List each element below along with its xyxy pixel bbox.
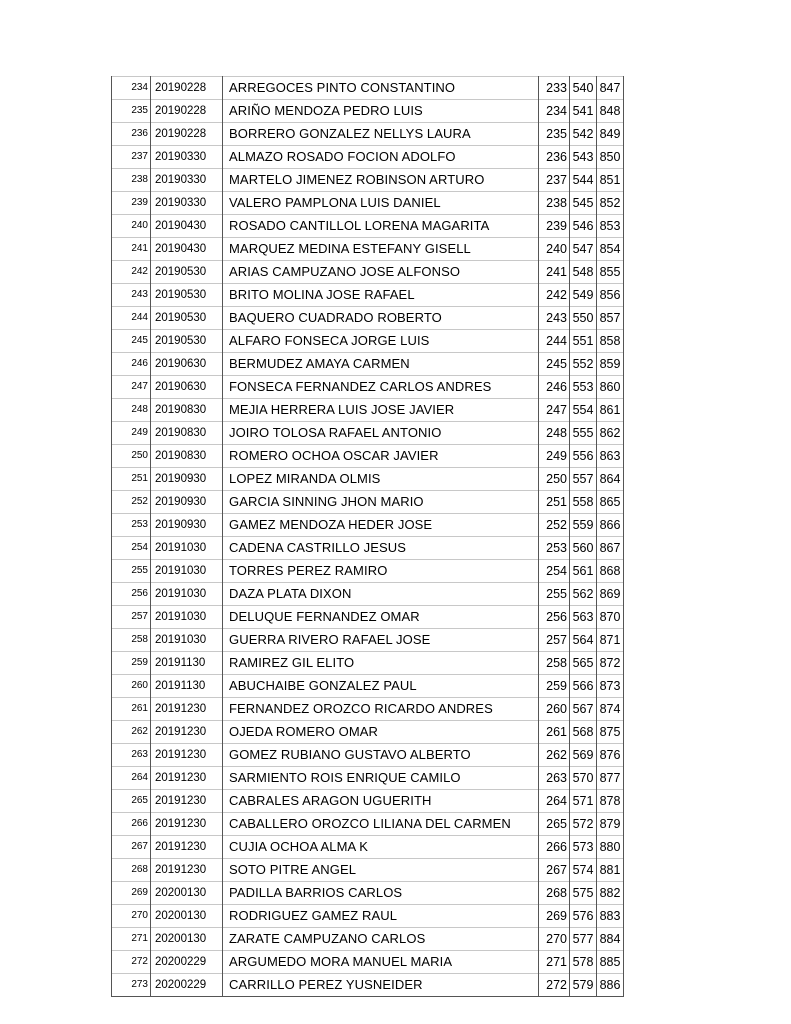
date-cell: 20191030: [151, 537, 223, 560]
name-cell: CARRILLO PEREZ YUSNEIDER: [223, 974, 539, 997]
row-index-cell: 236: [112, 123, 151, 146]
number-3-cell: 847: [597, 77, 624, 100]
number-1-cell: 242: [539, 284, 570, 307]
number-1-cell: 241: [539, 261, 570, 284]
name-cell: CUJIA OCHOA ALMA K: [223, 836, 539, 859]
name-cell: SOTO PITRE ANGEL: [223, 859, 539, 882]
table-row: [112, 606, 624, 629]
row-index-cell: 250: [112, 445, 151, 468]
row-index-cell: 239: [112, 192, 151, 215]
number-3-cell: 873: [597, 675, 624, 698]
table-row: [112, 652, 624, 675]
number-2-cell: 568: [570, 721, 597, 744]
table-row: [112, 767, 624, 790]
date-cell: 20190330: [151, 169, 223, 192]
date-cell: 20191230: [151, 721, 223, 744]
date-cell: 20200130: [151, 928, 223, 951]
row-index-cell: 257: [112, 606, 151, 629]
table-row: [112, 399, 624, 422]
row-index-cell: 263: [112, 744, 151, 767]
name-cell: BORRERO GONZALEZ NELLYS LAURA: [223, 123, 539, 146]
row-index-cell: 254: [112, 537, 151, 560]
number-1-cell: 264: [539, 790, 570, 813]
row-index-cell: 261: [112, 698, 151, 721]
date-cell: 20190430: [151, 238, 223, 261]
date-cell: 20190530: [151, 261, 223, 284]
number-3-cell: 869: [597, 583, 624, 606]
row-index-cell: 271: [112, 928, 151, 951]
table-row: [112, 560, 624, 583]
number-2-cell: 544: [570, 169, 597, 192]
table-row: [112, 698, 624, 721]
name-cell: GOMEZ RUBIANO GUSTAVO ALBERTO: [223, 744, 539, 767]
number-2-cell: 577: [570, 928, 597, 951]
number-2-cell: 566: [570, 675, 597, 698]
number-3-cell: 876: [597, 744, 624, 767]
row-index-cell: 264: [112, 767, 151, 790]
name-cell: DELUQUE FERNANDEZ OMAR: [223, 606, 539, 629]
number-3-cell: 851: [597, 169, 624, 192]
date-cell: 20191030: [151, 560, 223, 583]
number-2-cell: 575: [570, 882, 597, 905]
table-row: [112, 169, 624, 192]
name-cell: RODRIGUEZ GAMEZ RAUL: [223, 905, 539, 928]
number-2-cell: 557: [570, 468, 597, 491]
name-cell: PADILLA BARRIOS CARLOS: [223, 882, 539, 905]
number-2-cell: 562: [570, 583, 597, 606]
number-2-cell: 579: [570, 974, 597, 997]
row-index-cell: 235: [112, 100, 151, 123]
date-cell: 20200130: [151, 882, 223, 905]
name-cell: ABUCHAIBE GONZALEZ PAUL: [223, 675, 539, 698]
number-3-cell: 868: [597, 560, 624, 583]
number-2-cell: 552: [570, 353, 597, 376]
date-cell: 20200130: [151, 905, 223, 928]
number-3-cell: 878: [597, 790, 624, 813]
date-cell: 20191030: [151, 583, 223, 606]
number-2-cell: 565: [570, 652, 597, 675]
date-cell: 20191130: [151, 675, 223, 698]
number-1-cell: 253: [539, 537, 570, 560]
name-cell: MARTELO JIMENEZ ROBINSON ARTURO: [223, 169, 539, 192]
table-row: [112, 744, 624, 767]
date-cell: 20191230: [151, 744, 223, 767]
name-cell: RAMIREZ GIL ELITO: [223, 652, 539, 675]
table-row: [112, 629, 624, 652]
table-row: [112, 790, 624, 813]
number-1-cell: 268: [539, 882, 570, 905]
number-2-cell: 551: [570, 330, 597, 353]
number-2-cell: 550: [570, 307, 597, 330]
number-1-cell: 234: [539, 100, 570, 123]
number-2-cell: 571: [570, 790, 597, 813]
row-index-cell: 268: [112, 859, 151, 882]
number-3-cell: 885: [597, 951, 624, 974]
date-cell: 20190530: [151, 284, 223, 307]
number-1-cell: 244: [539, 330, 570, 353]
name-cell: BERMUDEZ AMAYA CARMEN: [223, 353, 539, 376]
row-index-cell: 259: [112, 652, 151, 675]
number-2-cell: 573: [570, 836, 597, 859]
number-3-cell: 870: [597, 606, 624, 629]
row-index-cell: 272: [112, 951, 151, 974]
row-index-cell: 255: [112, 560, 151, 583]
name-cell: GAMEZ MENDOZA HEDER JOSE: [223, 514, 539, 537]
number-2-cell: 560: [570, 537, 597, 560]
number-1-cell: 270: [539, 928, 570, 951]
number-1-cell: 239: [539, 215, 570, 238]
number-2-cell: 549: [570, 284, 597, 307]
date-cell: 20191030: [151, 606, 223, 629]
name-cell: MARQUEZ MEDINA ESTEFANY GISELL: [223, 238, 539, 261]
number-3-cell: 871: [597, 629, 624, 652]
table-row: [112, 330, 624, 353]
date-cell: 20191230: [151, 698, 223, 721]
number-1-cell: 235: [539, 123, 570, 146]
table-row: [112, 514, 624, 537]
table-row: [112, 928, 624, 951]
table-row: [112, 836, 624, 859]
number-3-cell: 875: [597, 721, 624, 744]
date-cell: 20200229: [151, 974, 223, 997]
name-cell: DAZA PLATA DIXON: [223, 583, 539, 606]
name-cell: JOIRO TOLOSA RAFAEL ANTONIO: [223, 422, 539, 445]
table-row: [112, 468, 624, 491]
row-index-cell: 253: [112, 514, 151, 537]
date-cell: 20190930: [151, 514, 223, 537]
row-index-cell: 252: [112, 491, 151, 514]
number-3-cell: 877: [597, 767, 624, 790]
number-2-cell: 561: [570, 560, 597, 583]
number-3-cell: 859: [597, 353, 624, 376]
number-2-cell: 547: [570, 238, 597, 261]
number-2-cell: 570: [570, 767, 597, 790]
name-cell: TORRES PEREZ RAMIRO: [223, 560, 539, 583]
number-3-cell: 857: [597, 307, 624, 330]
number-2-cell: 545: [570, 192, 597, 215]
date-cell: 20190630: [151, 353, 223, 376]
number-2-cell: 564: [570, 629, 597, 652]
date-cell: 20190430: [151, 215, 223, 238]
table-row: [112, 123, 624, 146]
row-index-cell: 256: [112, 583, 151, 606]
date-cell: 20190228: [151, 77, 223, 100]
number-1-cell: 258: [539, 652, 570, 675]
number-3-cell: 848: [597, 100, 624, 123]
name-cell: ARIAS CAMPUZANO JOSE ALFONSO: [223, 261, 539, 284]
number-3-cell: 884: [597, 928, 624, 951]
row-index-cell: 267: [112, 836, 151, 859]
number-1-cell: 248: [539, 422, 570, 445]
date-cell: 20190930: [151, 468, 223, 491]
number-3-cell: 854: [597, 238, 624, 261]
number-1-cell: 261: [539, 721, 570, 744]
table-row: [112, 951, 624, 974]
number-1-cell: 236: [539, 146, 570, 169]
name-cell: VALERO PAMPLONA LUIS DANIEL: [223, 192, 539, 215]
number-1-cell: 247: [539, 399, 570, 422]
date-cell: 20190530: [151, 330, 223, 353]
number-3-cell: 852: [597, 192, 624, 215]
number-3-cell: 855: [597, 261, 624, 284]
number-3-cell: 860: [597, 376, 624, 399]
name-cell: MEJIA HERRERA LUIS JOSE JAVIER: [223, 399, 539, 422]
number-3-cell: 861: [597, 399, 624, 422]
number-2-cell: 556: [570, 445, 597, 468]
table-row: [112, 537, 624, 560]
name-cell: CABALLERO OROZCO LILIANA DEL CARMEN: [223, 813, 539, 836]
records-table: [111, 76, 624, 997]
number-1-cell: 237: [539, 169, 570, 192]
number-3-cell: 850: [597, 146, 624, 169]
row-index-cell: 245: [112, 330, 151, 353]
number-3-cell: 856: [597, 284, 624, 307]
number-2-cell: 574: [570, 859, 597, 882]
date-cell: 20191230: [151, 790, 223, 813]
number-3-cell: 866: [597, 514, 624, 537]
number-2-cell: 563: [570, 606, 597, 629]
date-cell: 20191130: [151, 652, 223, 675]
number-2-cell: 569: [570, 744, 597, 767]
table-row: [112, 813, 624, 836]
name-cell: GARCIA SINNING JHON MARIO: [223, 491, 539, 514]
name-cell: LOPEZ MIRANDA OLMIS: [223, 468, 539, 491]
table-row: [112, 491, 624, 514]
number-1-cell: 272: [539, 974, 570, 997]
date-cell: 20200229: [151, 951, 223, 974]
number-3-cell: 849: [597, 123, 624, 146]
number-2-cell: 543: [570, 146, 597, 169]
number-3-cell: 865: [597, 491, 624, 514]
number-3-cell: 880: [597, 836, 624, 859]
number-3-cell: 879: [597, 813, 624, 836]
row-index-cell: 241: [112, 238, 151, 261]
row-index-cell: 249: [112, 422, 151, 445]
row-index-cell: 247: [112, 376, 151, 399]
name-cell: ZARATE CAMPUZANO CARLOS: [223, 928, 539, 951]
name-cell: ALMAZO ROSADO FOCION ADOLFO: [223, 146, 539, 169]
number-1-cell: 267: [539, 859, 570, 882]
row-index-cell: 266: [112, 813, 151, 836]
number-1-cell: 259: [539, 675, 570, 698]
table-row: [112, 583, 624, 606]
number-1-cell: 262: [539, 744, 570, 767]
number-2-cell: 558: [570, 491, 597, 514]
table-row: [112, 445, 624, 468]
number-1-cell: 271: [539, 951, 570, 974]
row-index-cell: 248: [112, 399, 151, 422]
name-cell: FONSECA FERNANDEZ CARLOS ANDRES: [223, 376, 539, 399]
table-row: [112, 284, 624, 307]
number-2-cell: 554: [570, 399, 597, 422]
number-3-cell: 858: [597, 330, 624, 353]
number-1-cell: 252: [539, 514, 570, 537]
row-index-cell: 273: [112, 974, 151, 997]
name-cell: ARREGOCES PINTO CONSTANTINO: [223, 77, 539, 100]
table-row: [112, 146, 624, 169]
number-1-cell: 255: [539, 583, 570, 606]
date-cell: 20190830: [151, 422, 223, 445]
number-3-cell: 853: [597, 215, 624, 238]
name-cell: FERNANDEZ OROZCO RICARDO ANDRES: [223, 698, 539, 721]
date-cell: 20190930: [151, 491, 223, 514]
date-cell: 20191230: [151, 767, 223, 790]
row-index-cell: 265: [112, 790, 151, 813]
table-row: [112, 77, 624, 100]
row-index-cell: 258: [112, 629, 151, 652]
number-1-cell: 265: [539, 813, 570, 836]
number-1-cell: 250: [539, 468, 570, 491]
name-cell: BRITO MOLINA JOSE RAFAEL: [223, 284, 539, 307]
date-cell: 20191230: [151, 813, 223, 836]
number-2-cell: 578: [570, 951, 597, 974]
date-cell: 20190830: [151, 399, 223, 422]
number-2-cell: 546: [570, 215, 597, 238]
table-row: [112, 192, 624, 215]
table-row: [112, 882, 624, 905]
name-cell: ROSADO CANTILLOL LORENA MAGARITA: [223, 215, 539, 238]
number-2-cell: 555: [570, 422, 597, 445]
number-2-cell: 542: [570, 123, 597, 146]
number-1-cell: 254: [539, 560, 570, 583]
date-cell: 20190228: [151, 100, 223, 123]
number-1-cell: 269: [539, 905, 570, 928]
table-row: [112, 100, 624, 123]
table-row: [112, 215, 624, 238]
table-row: [112, 721, 624, 744]
row-index-cell: 238: [112, 169, 151, 192]
number-3-cell: 882: [597, 882, 624, 905]
number-3-cell: 881: [597, 859, 624, 882]
number-3-cell: 872: [597, 652, 624, 675]
row-index-cell: 270: [112, 905, 151, 928]
number-1-cell: 257: [539, 629, 570, 652]
number-1-cell: 233: [539, 77, 570, 100]
name-cell: BAQUERO CUADRADO ROBERTO: [223, 307, 539, 330]
number-2-cell: 541: [570, 100, 597, 123]
number-1-cell: 266: [539, 836, 570, 859]
number-2-cell: 548: [570, 261, 597, 284]
number-1-cell: 260: [539, 698, 570, 721]
table-row: [112, 905, 624, 928]
document-sheet: [111, 76, 624, 997]
number-1-cell: 246: [539, 376, 570, 399]
number-3-cell: 863: [597, 445, 624, 468]
name-cell: ROMERO OCHOA OSCAR JAVIER: [223, 445, 539, 468]
number-3-cell: 874: [597, 698, 624, 721]
number-3-cell: 886: [597, 974, 624, 997]
number-2-cell: 553: [570, 376, 597, 399]
row-index-cell: 244: [112, 307, 151, 330]
number-2-cell: 576: [570, 905, 597, 928]
name-cell: ARGUMEDO MORA MANUEL MARIA: [223, 951, 539, 974]
name-cell: CADENA CASTRILLO JESUS: [223, 537, 539, 560]
date-cell: 20191230: [151, 859, 223, 882]
date-cell: 20191030: [151, 629, 223, 652]
name-cell: ARIÑO MENDOZA PEDRO LUIS: [223, 100, 539, 123]
row-index-cell: 242: [112, 261, 151, 284]
number-2-cell: 559: [570, 514, 597, 537]
name-cell: OJEDA ROMERO OMAR: [223, 721, 539, 744]
row-index-cell: 269: [112, 882, 151, 905]
number-2-cell: 567: [570, 698, 597, 721]
number-2-cell: 540: [570, 77, 597, 100]
number-1-cell: 249: [539, 445, 570, 468]
table-row: [112, 376, 624, 399]
date-cell: 20191230: [151, 836, 223, 859]
number-1-cell: 238: [539, 192, 570, 215]
name-cell: SARMIENTO ROIS ENRIQUE CAMILO: [223, 767, 539, 790]
number-1-cell: 251: [539, 491, 570, 514]
row-index-cell: 243: [112, 284, 151, 307]
number-3-cell: 883: [597, 905, 624, 928]
name-cell: CABRALES ARAGON UGUERITH: [223, 790, 539, 813]
number-1-cell: 256: [539, 606, 570, 629]
number-3-cell: 862: [597, 422, 624, 445]
table-row: [112, 307, 624, 330]
row-index-cell: 246: [112, 353, 151, 376]
row-index-cell: 237: [112, 146, 151, 169]
number-2-cell: 572: [570, 813, 597, 836]
number-3-cell: 867: [597, 537, 624, 560]
table-row: [112, 974, 624, 997]
table-row: [112, 422, 624, 445]
table-row: [112, 859, 624, 882]
table-row: [112, 675, 624, 698]
number-1-cell: 240: [539, 238, 570, 261]
row-index-cell: 262: [112, 721, 151, 744]
table-row: [112, 238, 624, 261]
row-index-cell: 260: [112, 675, 151, 698]
date-cell: 20190530: [151, 307, 223, 330]
date-cell: 20190830: [151, 445, 223, 468]
number-1-cell: 263: [539, 767, 570, 790]
table-row: [112, 353, 624, 376]
row-index-cell: 251: [112, 468, 151, 491]
name-cell: ALFARO FONSECA JORGE LUIS: [223, 330, 539, 353]
name-cell: GUERRA RIVERO RAFAEL JOSE: [223, 629, 539, 652]
date-cell: 20190630: [151, 376, 223, 399]
number-3-cell: 864: [597, 468, 624, 491]
number-1-cell: 245: [539, 353, 570, 376]
row-index-cell: 234: [112, 77, 151, 100]
number-1-cell: 243: [539, 307, 570, 330]
date-cell: 20190330: [151, 192, 223, 215]
date-cell: 20190330: [151, 146, 223, 169]
date-cell: 20190228: [151, 123, 223, 146]
table-row: [112, 261, 624, 284]
records-table-body: [112, 77, 624, 997]
row-index-cell: 240: [112, 215, 151, 238]
